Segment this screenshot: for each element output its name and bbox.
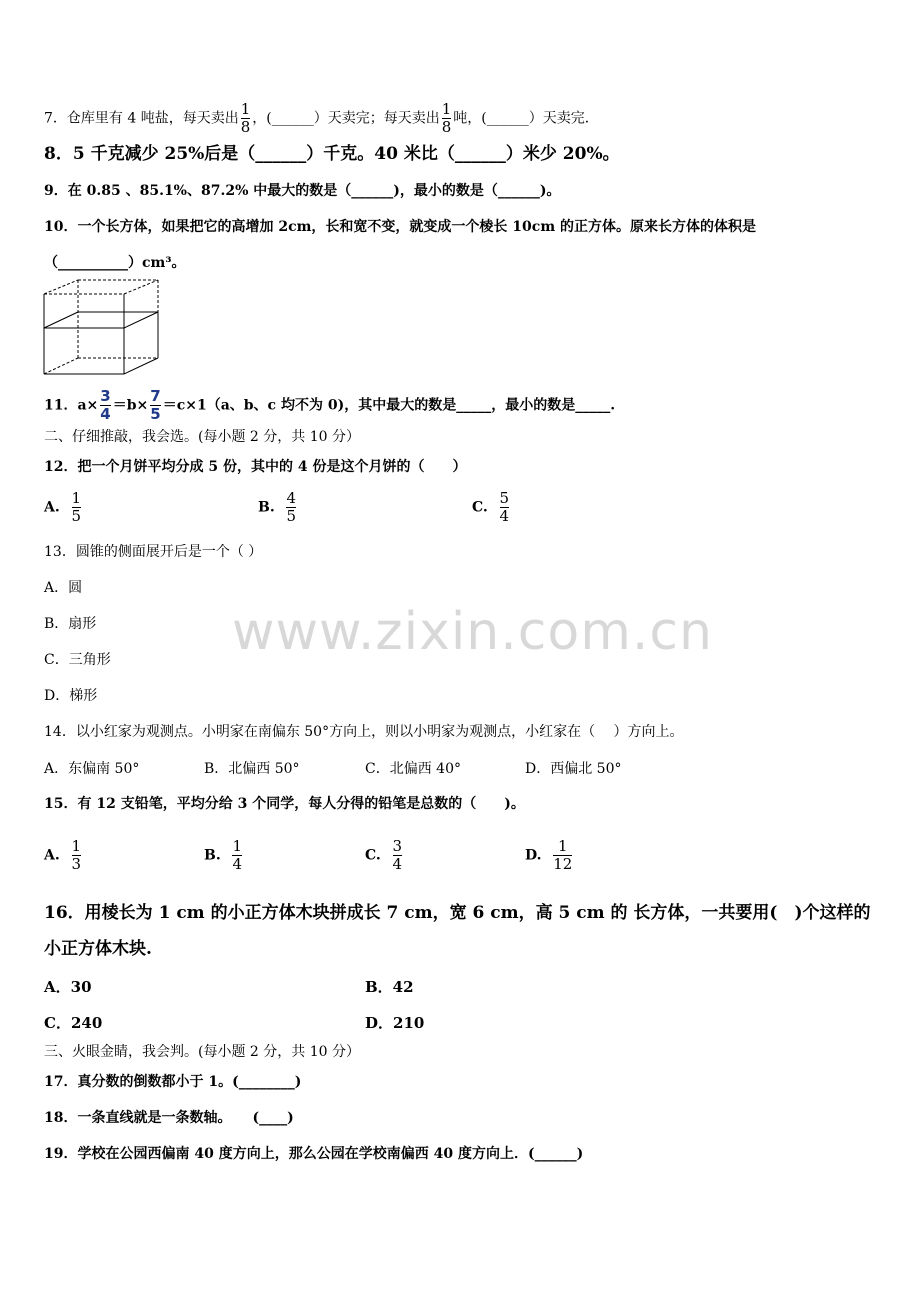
question-17: 17．真分数的倒数都小于 1。(________) [44,1074,302,1090]
question-13: 13．圆锥的侧面展开后是一个（ ） [44,544,263,560]
section-2-heading: 二、仔细推敲，我会选。(每小题 2 分，共 10 分） [44,429,360,445]
section-3-heading: 三、火眼金睛，我会判。(每小题 2 分，共 10 分） [44,1044,360,1060]
q14-option-b: B．北偏西 50° [204,761,300,777]
q15-option-b: B. $\frac{1}{4}$ [204,837,243,873]
question-16-line2: 小正方体木块. [44,939,152,959]
q14-option-c: C．北偏西 40° [365,761,461,777]
q11-text-c: ＝c×1（a、b、c 均不为 0)，其中最大的数是_____，最小的数是_____. [162,397,616,414]
q7-text-pre: 7．仓库里有 4 吨盐，每天卖出 [44,110,239,127]
watermark: www.zixin.com.cn [232,602,713,662]
fraction-7-5: $\frac{7}{5}$ [150,387,161,423]
q12-option-b: B. $\frac{4}{5}$ [258,489,297,525]
cuboid-figure [42,278,162,376]
q11-text-a: 11．a× [44,397,99,414]
question-14: 14．以小红家为观测点。小明家在南偏东 50°方向上，则以小明家为观测点，小红家在（ ）方向上。 [44,724,684,740]
question-10-line2: （__________）cm³。 [44,255,186,271]
fraction-1-8-b: $\frac{1}{8}$ [441,100,452,136]
q16-option-a: A．30 [44,978,92,996]
q15-option-c: C. $\frac{3}{4}$ [365,837,403,873]
q13-option-d: D．梯形 [44,688,98,704]
q7-text-post: 吨，(______）天卖完． [453,110,599,127]
q14-option-d: D．西偏北 50° [525,761,622,777]
q12-option-c: C. $\frac{5}{4}$ [472,489,510,525]
question-18: 18．一条直线就是一条数轴。 (____) [44,1110,294,1126]
q14-option-a: A．东偏南 50° [44,761,140,777]
q12-option-a: A. $\frac{1}{5}$ [44,489,82,525]
q7-text-mid: ，(______）天卖完；每天卖出 [252,110,440,127]
question-19: 19．学校在公园西偏南 40 度方向上，那么公园在学校南偏西 40 度方向上．(______) [44,1146,584,1162]
q15-option-a: A. $\frac{1}{3}$ [44,837,82,873]
question-10-line1: 10．一个长方体，如果把它的高增加 2cm，长和宽不变，就变成一个棱长 10cm 的正方体。原来长方体的体积是 [44,219,757,235]
q15-option-d: D. $\frac{1}{12}$ [525,837,573,873]
q11-text-b: ＝b× [112,397,149,414]
question-12: 12．把一个月饼平均分成 5 份，其中的 4 份是这个月饼的（ ） [44,459,467,475]
q16-option-d: D．210 [365,1014,425,1032]
fraction-1-8: $\frac{1}{8}$ [240,100,251,136]
question-7 [44,101,599,136]
q13-option-c: C．三角形 [44,652,111,668]
question-15: 15．有 12 支铅笔，平均分给 3 个同学，每人分得的铅笔是总数的（ )。 [44,796,525,812]
q13-option-a: A．圆 [44,580,83,596]
fraction-3-4: $\frac{3}{4}$ [100,387,111,423]
q16-option-c: C．240 [44,1014,103,1032]
question-8: 8．5 千克减少 25%后是（______）千克。40 米比（______）米少 20%。 [44,144,620,164]
q13-option-b: B．扇形 [44,616,97,632]
q16-option-b: B．42 [365,978,414,996]
question-16-line1: 16．用棱长为 1 cm 的小正方体木块拼成长 7 cm，宽 6 cm，高 5 cm 的 长方体，一共要用( )个这样的 [44,903,871,923]
question-9: 9．在 0.85 、85.1%、87.2% 中最大的数是（______)，最小的数是（______)。 [44,183,561,199]
question-11 [44,388,615,423]
